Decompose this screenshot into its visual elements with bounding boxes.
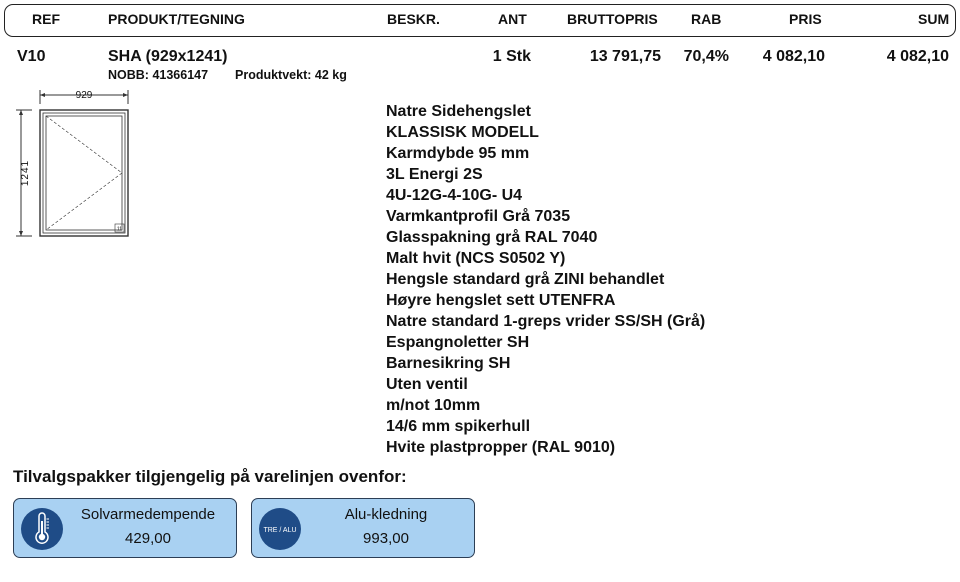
description-line: 4U-12G-4-10G- U4	[386, 187, 523, 204]
line-weight: Produktvekt: 42 kg	[235, 68, 347, 82]
description-line: Karmdybde 95 mm	[386, 145, 530, 162]
column-header-price: PRIS	[789, 11, 822, 27]
description-line: Hengsle standard grå ZINI behandlet	[386, 271, 665, 288]
description-line: Barnesikring SH	[386, 355, 511, 372]
column-header-sum: SUM	[918, 11, 950, 27]
column-header-gross-price: BRUTTOPRIS	[567, 11, 658, 27]
line-product: SHA (929x1241)	[108, 48, 228, 65]
description-line: KLASSISK MODELL	[386, 124, 539, 141]
line-discount: 70,4%	[683, 48, 729, 65]
line-sum: 4 082,10	[886, 48, 949, 65]
window-drawing	[14, 88, 134, 240]
column-header-description: BESKR.	[387, 11, 440, 27]
description-line: Espangnoletter SH	[386, 334, 530, 351]
column-header-discount: RAB	[691, 11, 722, 27]
addon-price: 429,00	[125, 530, 171, 547]
line-ref: V10	[17, 48, 46, 65]
description-line: Hvite plastpropper (RAL 9010)	[386, 439, 616, 456]
drawing-height-label: 1241	[20, 159, 31, 187]
addon-price: 993,00	[363, 530, 409, 547]
column-header-ref: REF	[32, 11, 60, 27]
column-header-quantity: ANT	[498, 11, 527, 27]
product-description	[386, 101, 705, 458]
drawing-corner-label: 11	[116, 226, 123, 233]
description-line: Glasspakning grå RAL 7040	[386, 229, 598, 246]
description-line: 3L Energi 2S	[386, 166, 483, 183]
line-price: 4 082,10	[762, 48, 825, 65]
addon-package-alu[interactable]	[251, 498, 475, 558]
thermometer-icon	[21, 508, 63, 550]
addon-name: Solvarmedempende	[80, 506, 216, 523]
line-nobb: NOBB: 41366147	[108, 68, 209, 82]
addon-name: Alu-kledning	[344, 506, 428, 523]
description-line: m/not 10mm	[386, 397, 481, 414]
column-header-product: PRODUKT/TEGNING	[108, 11, 245, 27]
line-gross-price: 13 791,75	[589, 48, 661, 65]
description-line: Malt hvit (NCS S0502 Y)	[386, 250, 566, 267]
tre-alu-icon-text: TRE / ALU	[263, 527, 297, 534]
line-quantity: 1 Stk	[492, 48, 531, 65]
drawing-width-label: 929	[75, 90, 93, 101]
description-line: Natre Sidehengslet	[386, 103, 531, 120]
tre-alu-icon	[259, 508, 301, 550]
addons-title: Tilvalgspakker tilgjengelig på varelinjen ovenfor:	[13, 467, 407, 486]
description-line: Uten ventil	[386, 376, 468, 393]
addon-package-solar[interactable]	[13, 498, 237, 558]
description-line: Natre standard 1-greps vrider SS/SH (Grå)	[386, 313, 706, 330]
description-line: Varmkantprofil Grå 7035	[386, 208, 571, 225]
description-line: 14/6 mm spikerhull	[386, 418, 531, 435]
description-line: Høyre hengslet sett UTENFRA	[386, 292, 616, 309]
